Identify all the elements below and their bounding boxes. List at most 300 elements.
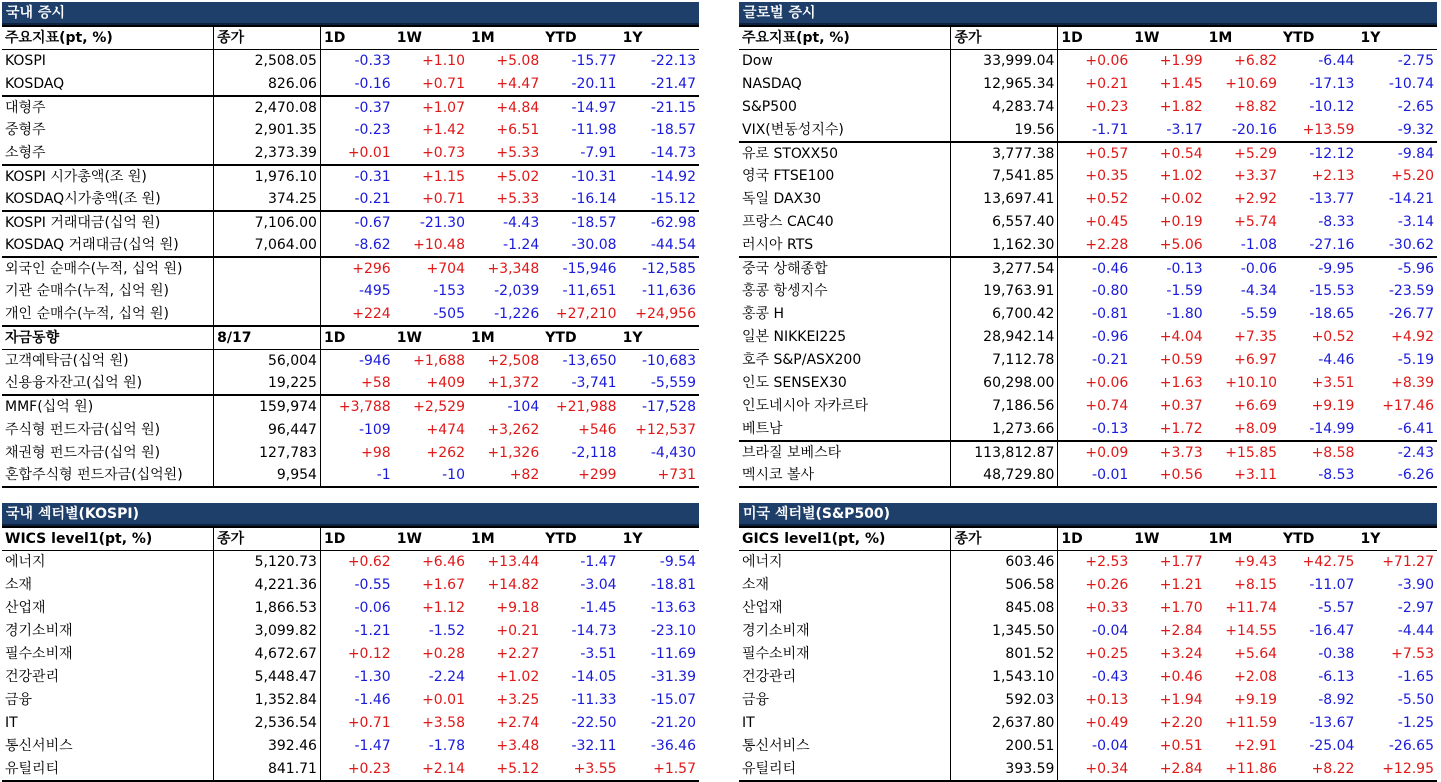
cell-ytd: -7.91 — [580, 144, 617, 161]
cell-close: 845.08 — [951, 597, 1058, 620]
cell-close: 7,541.85 — [951, 165, 1058, 188]
table-row — [739, 689, 1437, 712]
cell-1y: -23.59 — [1388, 283, 1434, 299]
header-1d: 1D — [320, 326, 393, 350]
cell-1y: -23.10 — [650, 623, 696, 639]
cell-1w: +2.84 — [1131, 758, 1205, 781]
header-1w: 1W — [394, 326, 468, 350]
cell-ytd: -18.57 — [542, 211, 619, 234]
cell-ytd: +546 — [578, 421, 617, 438]
cell-1w: +262 — [426, 444, 465, 461]
cell-1m: +6.82 — [1234, 53, 1278, 70]
cell-1d: -1 — [320, 464, 393, 487]
cell-name: 금융 — [2, 689, 214, 712]
cell-1y: -9.54 — [659, 554, 696, 571]
cell-1d: -0.01 — [1058, 464, 1131, 487]
cell-1d: -0.80 — [1092, 283, 1129, 299]
cell-1y: -9.84 — [1357, 142, 1437, 165]
cell-1w: +1.12 — [422, 600, 465, 616]
table-row — [739, 418, 1437, 441]
header-close: 종가 — [214, 26, 321, 50]
cell-1w: +1.45 — [1159, 76, 1203, 92]
cell-close: 1,352.84 — [214, 689, 321, 712]
cell-1y: -1.65 — [1397, 669, 1434, 685]
cell-1d: -0.55 — [354, 577, 391, 593]
cell-close: 5,448.47 — [214, 666, 321, 689]
cell-1m: +3.11 — [1206, 464, 1280, 487]
cell-1m: +1,326 — [487, 444, 540, 461]
cell-name: 중형주 — [2, 119, 214, 142]
cell-1y: -6.41 — [1397, 420, 1434, 437]
panel-title: 국내 섹터별(KOSPI) — [2, 503, 699, 526]
cell-ytd: +8.22 — [1280, 758, 1357, 781]
cell-1w: -505 — [433, 305, 465, 322]
cell-1w: -1.80 — [1166, 306, 1203, 322]
cell-ytd: -14.99 — [1309, 420, 1355, 437]
cell-close: 1,345.50 — [951, 620, 1058, 643]
cell-1y: -18.57 — [650, 122, 696, 138]
table-row — [739, 73, 1437, 96]
cell-1d: -109 — [358, 421, 391, 438]
cell-close: 56,004 — [214, 349, 321, 372]
cell-ytd: +0.52 — [1311, 329, 1355, 345]
cell-1d: -0.16 — [354, 75, 391, 92]
cell-name: KOSDAQ — [2, 73, 214, 96]
cell-1w: -1.52 — [428, 623, 465, 639]
table-row — [2, 758, 699, 781]
header-1y: 1Y — [620, 527, 699, 551]
table-row — [2, 165, 699, 188]
cell-1m: +9.43 — [1234, 554, 1278, 571]
cell-name: KOSPI — [2, 50, 214, 73]
cell-name: 경기소비재 — [2, 620, 214, 643]
table-row — [2, 234, 699, 257]
cell-ytd: +13.59 — [1302, 121, 1355, 138]
cell-1w: +3.24 — [1159, 646, 1203, 662]
cell-close: 5,120.73 — [214, 551, 321, 574]
cell-1d: +0.09 — [1058, 441, 1131, 464]
header-1y: 1Y — [620, 26, 699, 50]
cell-1d: +224 — [352, 305, 391, 322]
cell-1y: -3.14 — [1397, 214, 1434, 230]
header-close: 종가 — [951, 26, 1058, 50]
cell-close — [214, 257, 321, 280]
cell-1y: -62.98 — [620, 211, 699, 234]
header-ytd: YTD — [1280, 527, 1357, 551]
cell-1d: -1.47 — [354, 738, 391, 754]
cell-close: 3,099.82 — [214, 620, 321, 643]
cell-1m: -2,039 — [494, 283, 540, 299]
cell-1y: +7.53 — [1391, 646, 1434, 662]
cell-name: 신용융자잔고(십억 원) — [2, 372, 214, 395]
table-row — [739, 257, 1437, 280]
table-row — [739, 211, 1437, 234]
header-1y: 1Y — [620, 326, 699, 350]
cell-1d: +0.23 — [320, 758, 393, 781]
table-row — [739, 142, 1437, 165]
cell-close: 19.56 — [951, 119, 1058, 142]
header-1m: 1M — [468, 26, 542, 50]
cell-1d: +0.26 — [1085, 577, 1129, 593]
cell-close: 96,447 — [214, 418, 321, 441]
cell-ytd: -11,651 — [562, 283, 617, 299]
header-ytd: YTD — [542, 326, 619, 350]
table-row — [2, 96, 699, 119]
cell-1d: -1.71 — [1092, 121, 1129, 138]
cell-1d: +0.45 — [1085, 214, 1129, 230]
header-name: GICS level1(pt, %) — [739, 527, 951, 551]
table-row — [739, 441, 1437, 464]
cell-1y: -5.96 — [1357, 257, 1437, 280]
cell-name: 멕시코 볼사 — [739, 464, 951, 487]
cell-1w: +0.02 — [1159, 191, 1203, 207]
cell-1d: -0.37 — [320, 96, 393, 119]
cell-1w: +1.70 — [1159, 600, 1203, 616]
cell-1d: +0.57 — [1058, 142, 1131, 165]
cell-1y: -22.13 — [650, 53, 696, 70]
cell-1d: -1.46 — [354, 692, 391, 708]
cell-1d: +2.53 — [1085, 554, 1129, 571]
cell-close: 19,225 — [214, 372, 321, 395]
cell-ytd: +42.75 — [1302, 554, 1355, 571]
table-row — [2, 349, 699, 372]
cell-1y: -4.44 — [1397, 623, 1434, 639]
cell-1w: +2.20 — [1159, 715, 1203, 731]
cell-name: 주식형 펀드자금(십억 원) — [2, 418, 214, 441]
cell-1m: +2,508 — [487, 352, 540, 369]
cell-name: 소재 — [2, 574, 214, 597]
table-header-row — [2, 26, 699, 50]
cell-1w: +474 — [426, 421, 465, 438]
cell-name: 호주 S&P/ASX200 — [739, 349, 951, 372]
cell-name: NASDAQ — [739, 73, 951, 96]
cell-name: 베트남 — [739, 418, 951, 441]
cell-1y: -14.73 — [650, 144, 696, 161]
cell-1d: -0.31 — [320, 165, 393, 188]
cell-close: 841.71 — [214, 758, 321, 781]
cell-1m: -4.34 — [1240, 283, 1278, 299]
cell-1m: +2.74 — [496, 715, 540, 731]
cell-1y: -31.39 — [650, 669, 696, 685]
cell-close: 603.46 — [951, 551, 1058, 574]
header-1m: 1M — [468, 326, 542, 350]
cell-1w: +1.10 — [422, 53, 465, 70]
cell-1d: +0.52 — [1085, 191, 1129, 207]
cell-1w: +1,688 — [413, 352, 465, 369]
cell-1m: +11.86 — [1206, 758, 1280, 781]
cell-1m: -5.59 — [1240, 306, 1278, 322]
cell-1y: -26.65 — [1388, 738, 1434, 754]
cell-1w: -0.13 — [1131, 257, 1205, 280]
cell-1y: -13.63 — [650, 600, 696, 616]
cell-1w: -1.59 — [1166, 283, 1203, 299]
cell-1d: -0.06 — [354, 600, 391, 616]
cell-1d: -0.04 — [1092, 738, 1129, 754]
cell-1y: -30.62 — [1388, 236, 1434, 253]
cell-name: 기관 순매수(누적, 십억 원) — [2, 280, 214, 303]
cell-close: 28,942.14 — [951, 326, 1058, 349]
cell-name: 건강관리 — [739, 666, 951, 689]
cell-1d: -1.21 — [354, 623, 391, 639]
cell-ytd: -15.53 — [1309, 283, 1355, 299]
cell-1m: +15.85 — [1206, 441, 1280, 464]
cell-1w: +0.71 — [422, 190, 465, 207]
cell-name: 통신서비스 — [739, 735, 951, 758]
cell-1d: +3,788 — [320, 395, 393, 418]
cell-name: IT — [2, 712, 214, 735]
header-1w: 1W — [394, 527, 468, 551]
cell-1m: +8.09 — [1234, 420, 1278, 437]
table-row — [2, 303, 699, 326]
cell-1y: -2.65 — [1397, 99, 1434, 115]
panel-title: 미국 섹터별(S&P500) — [739, 503, 1437, 526]
cell-1w: +0.46 — [1159, 669, 1203, 685]
cell-name: 산업재 — [739, 597, 951, 620]
cell-1d: -1.30 — [354, 669, 391, 685]
table-row — [2, 666, 699, 689]
panel-domestic-market — [2, 2, 699, 488]
table-row — [2, 372, 699, 395]
table-row — [739, 165, 1437, 188]
cell-close: 801.52 — [951, 643, 1058, 666]
data-table — [739, 25, 1437, 488]
cell-1w: +5.06 — [1159, 236, 1203, 253]
cell-1y: -21.47 — [650, 75, 696, 92]
cell-ytd: -2,118 — [571, 444, 617, 461]
cell-1m: +4.47 — [496, 75, 540, 92]
header-1m: 1M — [1206, 527, 1280, 551]
table-row — [2, 597, 699, 620]
table-row — [739, 326, 1437, 349]
cell-ytd: +8.58 — [1280, 441, 1357, 464]
cell-1w: -21.30 — [394, 211, 468, 234]
cell-name: 유틸리티 — [2, 758, 214, 781]
cell-1y: +12,537 — [635, 421, 696, 438]
header-1w: 1W — [1131, 26, 1205, 50]
cell-ytd: -11.98 — [571, 122, 617, 138]
table-row — [2, 689, 699, 712]
cell-1m: +6.97 — [1234, 352, 1278, 368]
table-row — [739, 303, 1437, 326]
table-row — [2, 119, 699, 142]
cell-1w: +1.02 — [1159, 168, 1203, 184]
cell-1d: -0.67 — [320, 211, 393, 234]
cell-ytd: +2.13 — [1311, 168, 1355, 184]
cell-1m: +11.74 — [1225, 600, 1278, 616]
cell-close: 4,672.67 — [214, 643, 321, 666]
cell-name: 홍콩 H — [739, 303, 951, 326]
cell-name: MMF(십억 원) — [2, 395, 214, 418]
cell-close: 127,783 — [214, 441, 321, 464]
cell-ytd: -4.46 — [1318, 352, 1355, 368]
cell-1m: +1.02 — [496, 669, 540, 685]
table-row — [739, 96, 1437, 119]
cell-name: Dow — [739, 50, 951, 73]
cell-close: 6,557.40 — [951, 211, 1058, 234]
header-ytd: YTD — [542, 527, 619, 551]
panel-title: 국내 증시 — [2, 2, 699, 25]
table-row — [2, 735, 699, 758]
cell-close: 4,221.36 — [214, 574, 321, 597]
header-name: WICS level1(pt, %) — [2, 527, 214, 551]
cell-name: 인도네시아 자카르타 — [739, 395, 951, 418]
cell-close: 159,974 — [214, 395, 321, 418]
cell-name: 건강관리 — [2, 666, 214, 689]
cell-1m: +5.64 — [1234, 646, 1278, 662]
cell-ytd: -1.45 — [580, 600, 617, 616]
cell-name: 브라질 보베스타 — [739, 441, 951, 464]
cell-1y: +5.20 — [1391, 168, 1434, 184]
cell-ytd: -14.97 — [542, 96, 619, 119]
cell-1y: -2.75 — [1397, 53, 1434, 70]
cell-1m: +8.15 — [1234, 577, 1278, 593]
cell-1w: +0.28 — [422, 646, 465, 662]
cell-1y: +12.95 — [1357, 758, 1437, 781]
cell-ytd: -1.47 — [580, 554, 617, 571]
cell-name: 필수소비재 — [739, 643, 951, 666]
cell-name: 소형주 — [2, 142, 214, 165]
cell-close: 2,536.54 — [214, 712, 321, 735]
cell-1m: +5.02 — [468, 165, 542, 188]
cell-1d: -0.33 — [354, 53, 391, 70]
cell-name: 홍콩 항셍지수 — [739, 280, 951, 303]
cell-ytd: -6.13 — [1318, 669, 1355, 685]
table-row — [739, 280, 1437, 303]
cell-1y: -36.46 — [650, 738, 696, 754]
cell-close: 2,901.35 — [214, 119, 321, 142]
cell-name: 고객예탁금(십억 원) — [2, 349, 214, 372]
cell-1d: +0.25 — [1085, 646, 1129, 662]
cell-1w: +0.73 — [422, 144, 465, 161]
header-1d: 1D — [1058, 527, 1131, 551]
cell-1d: +0.33 — [1085, 600, 1129, 616]
cell-1y: -15.12 — [650, 190, 696, 207]
cell-1y: -12,585 — [620, 257, 699, 280]
cell-1y: +1.57 — [620, 758, 699, 781]
header-1d: 1D — [320, 527, 393, 551]
header-1m: 1M — [468, 527, 542, 551]
cell-close: 1,543.10 — [951, 666, 1058, 689]
table-row — [2, 73, 699, 96]
cell-1d: +0.21 — [1085, 76, 1129, 92]
cell-close: 7,112.78 — [951, 349, 1058, 372]
cell-close: 392.46 — [214, 735, 321, 758]
cell-ytd: -3,741 — [571, 375, 617, 391]
cell-1m: +6.51 — [496, 122, 540, 138]
cell-name: 프랑스 CAC40 — [739, 211, 951, 234]
cell-name: 인도 SENSEX30 — [739, 372, 951, 395]
table-row — [739, 597, 1437, 620]
header-ytd: YTD — [1280, 26, 1357, 50]
cell-name: 대형주 — [2, 96, 214, 119]
cell-close: 592.03 — [951, 689, 1058, 712]
cell-1w: +3.73 — [1131, 441, 1205, 464]
cell-1w: +3.58 — [422, 715, 465, 731]
cell-1m: +1,372 — [487, 375, 540, 391]
table-header-row — [739, 527, 1437, 551]
cell-name: 소재 — [739, 574, 951, 597]
cell-1m: +3,262 — [487, 421, 540, 438]
cell-ytd: -25.04 — [1309, 738, 1355, 754]
cell-close: 2,508.05 — [214, 50, 321, 73]
cell-1m: +5.74 — [1234, 214, 1278, 230]
table-row — [739, 119, 1437, 142]
cell-1y: -14.92 — [620, 165, 699, 188]
table-row — [739, 758, 1437, 781]
cell-1m: +5.08 — [496, 53, 540, 70]
cell-1w: +1.07 — [394, 96, 468, 119]
cell-name: 러시아 RTS — [739, 234, 951, 257]
table-row — [2, 280, 699, 303]
cell-1d: +0.62 — [347, 554, 391, 571]
cell-ytd: -13,650 — [562, 352, 617, 369]
cell-1w: +0.01 — [422, 692, 465, 708]
cell-name: 통신서비스 — [2, 735, 214, 758]
cell-ytd: -3.04 — [580, 577, 617, 593]
cell-close: 3,277.54 — [951, 257, 1058, 280]
table-row — [739, 620, 1437, 643]
cell-name: 혼합주식형 펀드자금(십억원) — [2, 464, 214, 487]
cell-name: 외국인 순매수(누적, 십억 원) — [2, 257, 214, 280]
cell-1m: +3,348 — [468, 257, 542, 280]
table-header-row — [739, 26, 1437, 50]
cell-ytd: +9.19 — [1311, 398, 1355, 414]
cell-close: 19,763.91 — [951, 280, 1058, 303]
cell-name: 유로 STOXX50 — [739, 142, 951, 165]
table-row — [739, 551, 1437, 574]
cell-ytd: -15.77 — [571, 53, 617, 70]
panel-global-market — [739, 2, 1437, 488]
cell-ytd: -5.57 — [1318, 600, 1355, 616]
cell-1d: -0.13 — [1092, 420, 1129, 437]
cell-1y: +17.46 — [1382, 398, 1434, 414]
cell-ytd: +21,988 — [542, 395, 619, 418]
cell-ytd: -15,946 — [542, 257, 619, 280]
cell-1w: +1.67 — [422, 577, 465, 593]
cell-1y: +731 — [620, 464, 699, 487]
cell-1m: +0.21 — [496, 623, 540, 639]
cell-close: 2,637.80 — [951, 712, 1058, 735]
cell-1w: +0.37 — [1159, 398, 1203, 414]
table-row — [2, 50, 699, 73]
cell-1w: +1.77 — [1159, 554, 1203, 571]
cell-1d: +0.34 — [1058, 758, 1131, 781]
cell-1m: -20.16 — [1231, 121, 1278, 138]
cell-name: S&P500 — [739, 96, 951, 119]
cell-ytd: -13.77 — [1309, 191, 1355, 207]
cell-1y: -9.32 — [1397, 121, 1434, 138]
cell-ytd: -32.11 — [571, 738, 617, 754]
cell-ytd: -17.13 — [1309, 76, 1355, 92]
cell-1y: -5.50 — [1397, 692, 1434, 708]
cell-1m: +2.08 — [1234, 669, 1278, 685]
header-ytd: YTD — [542, 26, 619, 50]
cell-close: 374.25 — [214, 188, 321, 211]
cell-1y: -6.26 — [1357, 464, 1437, 487]
cell-close: 3,777.38 — [951, 142, 1058, 165]
cell-1d: -0.23 — [354, 122, 391, 138]
cell-name: 에너지 — [739, 551, 951, 574]
cell-close: 1,273.66 — [951, 418, 1058, 441]
cell-1w: +0.54 — [1131, 142, 1205, 165]
header-close: 종가 — [951, 527, 1058, 551]
cell-close: 7,106.00 — [214, 211, 321, 234]
header-1d: 1D — [320, 26, 393, 50]
table-row — [2, 188, 699, 211]
cell-ytd: -12.12 — [1280, 142, 1357, 165]
table-row — [739, 735, 1437, 758]
cell-1d: -0.21 — [1092, 352, 1129, 368]
